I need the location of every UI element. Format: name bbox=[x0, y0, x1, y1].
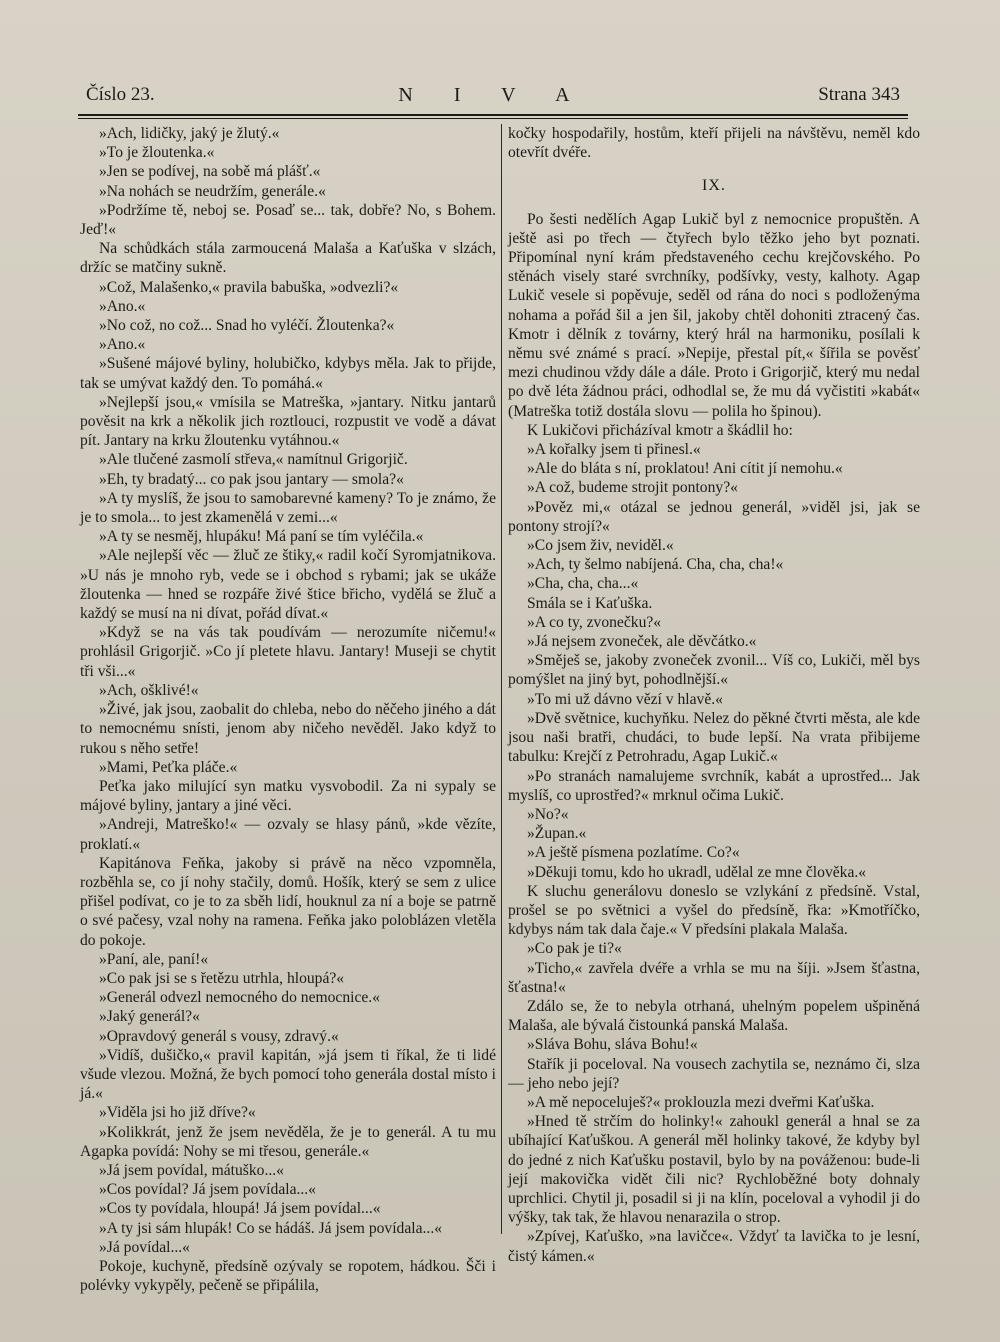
paragraph: »Sláva Bohu, sláva Bohu!« bbox=[527, 1036, 698, 1054]
paragraph: kočky hospodařily, hostům, kteří přijeli na návštěvu, neměl kdo otevřít dvéře. bbox=[508, 125, 920, 162]
paragraph: »Na nohách se neudržím, generále.« bbox=[99, 182, 326, 200]
right-column-body bbox=[508, 210, 920, 1266]
paragraph: »Opravdový generál s vousy, zdravý.« bbox=[99, 1027, 339, 1045]
paragraph: »A ty se nesměj, hlupáku! Má paní se tím vyléčila.« bbox=[99, 528, 424, 546]
paragraph: »Sušené májové byliny, holubičko, kdybys měla. Jak to přijde, tak se umývat každý den. To pomáhá.« bbox=[80, 355, 496, 392]
paragraph: Na schůdkách stála zarmoucená Malaša a Kaťuška v slzách, držíc se matčiny sukně. bbox=[80, 240, 496, 277]
paragraph: »Cha, cha, cha...« bbox=[527, 575, 639, 593]
paragraph: »Směješ se, jakoby zvoneček zvonil... Víš co, Lukiči, měl bys pomýšlet na jiný byt, pohodlnější.« bbox=[508, 652, 920, 689]
paragraph: »A co ty, zvonečku?« bbox=[527, 613, 662, 631]
paragraph: »Viděla jsi ho již dříve?« bbox=[99, 1104, 256, 1122]
paragraph: »Jaký generál?« bbox=[99, 1008, 200, 1026]
paragraph: »A kořalky jsem ti přinesl.« bbox=[527, 441, 701, 459]
page-number: Strana 343 bbox=[818, 84, 900, 105]
paragraph: Stařík ji poceloval. Na vousech zachytila se, neznámo či, slza — jeho nebo její? bbox=[508, 1055, 920, 1092]
paragraph: »A ty myslíš, že jsou to samobarevné kameny? To je známo, že je to smola... to jest zkamenělá v zemi...« bbox=[80, 489, 496, 527]
paragraph: »Mami, Peťka pláče.« bbox=[99, 758, 238, 776]
paragraph: »Což, Malašenko,« pravila babuška, »odvezli?« bbox=[99, 278, 399, 296]
magazine-title: N I V A bbox=[398, 84, 588, 106]
right-column bbox=[508, 124, 920, 1266]
paragraph: »A mě nepoceluješ?« proklouzla mezi dveřmi Kaťuška. bbox=[527, 1093, 875, 1111]
paragraph: »Dvě světnice, kuchyňku. Nelez do pěkné čtvrti města, ale kde jsou naši bratři, chudáci, to bude lepší. Na vrata přibijeme tabulku: Krejčí z Petrohradu, Agap Lukič.« bbox=[508, 709, 920, 766]
issue-number: Číslo 23. bbox=[86, 84, 155, 105]
paragraph: »Ach, ošklivé!« bbox=[99, 681, 199, 699]
paragraph: »Ach, ty šelmo nabíjená. Cha, cha, cha!« bbox=[527, 556, 784, 574]
page-header bbox=[86, 84, 900, 114]
paragraph: »A ty jsi sám hlupák! Co se hádáš. Já jsem povídala...« bbox=[99, 1219, 443, 1237]
paragraph: »Po stranách namalujeme svrchník, kabát a uprostřed... Jak myslíš, co uprostřed?« mrknul očima Lukič. bbox=[508, 767, 920, 804]
paragraph: Zdálo se, že to nebyla otrhaná, uhelným popelem ušpiněná Malaša, ale bývalá čistounká panská Malaša. bbox=[508, 997, 920, 1035]
paragraph: »Andreji, Matreško!« — ozvaly se hlasy pánů, »kde vězíte, proklatí.« bbox=[80, 816, 496, 853]
paragraph: K Lukičovi přicházíval kmotr a škádlil ho: bbox=[527, 421, 793, 439]
paragraph: »Pověz mi,« otázal se jednou generál, »viděl jsi, jak se pontony strojí?« bbox=[508, 498, 920, 535]
paragraph: »Co jsem živ, neviděl.« bbox=[527, 537, 674, 555]
paragraph: »Cos ty povídala, hloupá! Já jsem povídal...« bbox=[99, 1200, 381, 1218]
paragraph: Smála se i Kaťuška. bbox=[527, 594, 653, 612]
paragraph: Po šesti nedělích Agap Lukič byl z nemocnice propuštěn. A ještě asi po třech — čtyřech bylo těžko jeho byt poznati. Připomínal nyní krám představeného cechu krejčovského. Po stěnách visely staré svrchníky, podšívky, vesty, kalhoty. Agap Lukič vesele si popěvuje, seděl od rána do noci s podloženýma nohama a pořád šil a jen šil, jakoby chtěl dohoniti ztracený čas. Kmotr i dělník z továrny, který hrál na harmoniku, posílali k němu své známé s prací. »Nepije, přestal pít,« šířila se pověsť mezi chudinou vždy dále a dále. Proto i Grigorjič, který mu nedal po dvě léta žádnou práci, odhodlal se, že mu dá vyčistiti »kabát« (Matreška totiž dostála slovu — polila ho špinou). bbox=[508, 210, 920, 420]
paragraph: »A ještě písmena pozlatíme. Co?« bbox=[527, 844, 740, 862]
paragraph: »Živé, jak jsou, zaobalit do chleba, nebo do něčeho jiného a dát to nemocnému snísti, jenom aby ničeho nevěděl. Jako když to rukou s něho setře! bbox=[80, 701, 496, 757]
paragraph: »Ano.« bbox=[99, 336, 146, 354]
paragraph: »Já povídal...« bbox=[99, 1238, 190, 1256]
paragraph: »Eh, ty bradatý... co pak jsou jantary — smola?« bbox=[99, 470, 404, 488]
paragraph: Pokoje, kuchyně, předsíně ozývaly se ropotem, hádkou. Šči i polévky vykypěly, pečeně se připálila, bbox=[80, 1257, 496, 1295]
paragraph: »Co pak je ti?« bbox=[527, 940, 622, 958]
left-column bbox=[80, 124, 496, 1295]
paragraph: »A což, budeme strojit pontony?« bbox=[527, 479, 738, 497]
paragraph: »Nejlepší jsou,« vmísila se Matreška, »jantary. Nitku jantarů pověsit na krk a několik jich roztlouci, rozpustit ve vodě a dávat pít. Jantary na krku žloutenku vytáhnou.« bbox=[80, 393, 496, 450]
paragraph: »Zpívej, Kaťuško, »na lavičce«. Vždyť ta lavička to je lesní, čistý kámen.« bbox=[508, 1228, 920, 1265]
paragraph: »Ale tlučené zasmolí střeva,« namítnul Grigorjič. bbox=[99, 451, 408, 469]
header-rule-thin bbox=[78, 118, 908, 119]
paragraph: »Cos povídal? Já jsem povídala...« bbox=[99, 1181, 316, 1199]
paragraph: »No což, no což... Snad ho vyléčí. Žloutenka?« bbox=[99, 317, 395, 335]
paragraph: »Ach, lidičky, jaký je žlutý.« bbox=[99, 125, 280, 142]
paragraph: »Děkuji tomu, kdo ho ukradl, udělal ze mne člověka.« bbox=[527, 863, 867, 881]
paragraph: Kapitánova Feňka, jakoby si právě na něco vzpomněla, rozběhla se, co jí nohy stačily, domů. Hošík, který se sem z ulice přišel podívat, co je to za sběh lidí, houknul za ní a boje se patrně o své pačesy, vzal nohy na ramena. Feňka jako poloblázen vletěla do pokoje. bbox=[80, 854, 496, 949]
paragraph: »Ticho,« zavřela dvéře a vrhla se mu na šíji. »Jsem šťastna, šťastna!« bbox=[508, 959, 920, 996]
paragraph: »Hned tě strčím do holinky!« zahoukl generál a hnal se za ubíhající Kaťuškou. A generál měl holinky takové, že kdyby byl do jedné z nich Kaťušku postavil, bylo by na pováženou: bude-li její makovička vidět čili nic? Rychloběžné boty dohnaly uprchlici. Chytil ji, posadil si ji na klín, poceloval a vyhodil ji do výšky, tak tak, že hlavou nenarazila o strop. bbox=[508, 1113, 920, 1227]
paragraph: »Vidíš, dušičko,« pravil kapitán, »já jsem ti říkal, že ti lidé všude vlezou. Možná, že bych pomocí toho generála dostal místo i já.« bbox=[80, 1046, 496, 1103]
paragraph: »Ale nejlepší věc — žluč ze štiky,« radil kočí Syromjatnikova. »U nás je mnoho ryb, vede se i obchod s rybami; jak se ukáže žloutenka — hned se rozpáře živé štice břicho, vydělá se žluč a každý se musí na ni dívat, pořád dívat.« bbox=[80, 547, 496, 623]
chapter-heading: IX. bbox=[702, 177, 726, 195]
paragraph: »Já nejsem zvoneček, ale děvčátko.« bbox=[527, 633, 757, 651]
right-column-top bbox=[508, 124, 920, 162]
paragraph: »Kolikkrát, jenž že jsem nevěděla, že je to generál. A tu mu Agapka povídá: Nohy se mi třesou, generále.« bbox=[80, 1123, 496, 1160]
paragraph: »To je žloutenka.« bbox=[99, 144, 215, 162]
paragraph: Peťka jako milující syn matku vysvobodil. Za ni sypaly se májové byliny, jantary a jiné věci. bbox=[80, 777, 496, 815]
paragraph: »Jen se podívej, na sobě má plášť.« bbox=[99, 163, 321, 181]
paragraph: »Ale do bláta s ní, proklatou! Ani cítit jí nemohu.« bbox=[527, 460, 843, 478]
column-divider bbox=[501, 124, 502, 1234]
paragraph: »No?« bbox=[527, 805, 569, 823]
paragraph: K sluchu generálovu doneslo se vzlykání z předsíně. Vstal, prošel se po světnici a vyšel do předsíně, řka: »Kmotříčko, kdybys nám tak dala čaje.« V předsíni plakala Malaša. bbox=[508, 882, 920, 939]
paragraph: »Paní, ale, paní!« bbox=[99, 950, 209, 968]
paragraph: »Generál odvezl nemocného do nemocnice.« bbox=[99, 989, 381, 1007]
paragraph: »Podržíme tě, neboj se. Posaď se... tak, dobře? No, s Bohem. Jeď!« bbox=[80, 201, 496, 239]
paragraph: »To mi už dávno vězí v hlavě.« bbox=[527, 690, 723, 708]
paragraph: »Ano.« bbox=[99, 297, 146, 315]
header-rule bbox=[78, 114, 908, 116]
paragraph: »Co pak jsi se s řetězu utrhla, hloupá?« bbox=[99, 969, 345, 987]
paragraph: »Já jsem povídal, mátuško...« bbox=[99, 1161, 284, 1179]
paragraph: »Když se na vás tak poudívám — nerozumíte ničemu!« prohlásil Grigorjič. »Co jí pletete hlavu. Jantary! Museji se chytit tři vši...« bbox=[80, 624, 496, 680]
paragraph: »Župan.« bbox=[527, 825, 587, 843]
